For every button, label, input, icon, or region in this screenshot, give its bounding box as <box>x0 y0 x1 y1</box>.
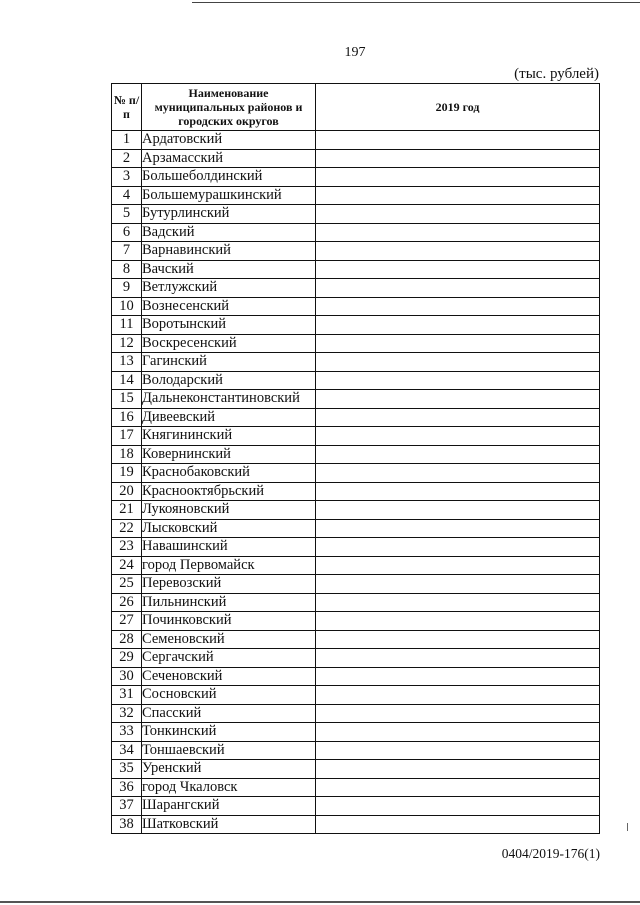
district-name: Спасский <box>142 704 316 723</box>
row-number: 21 <box>112 501 142 520</box>
district-name: Шатковский <box>142 815 316 834</box>
table-row <box>112 242 600 261</box>
district-name: Уренский <box>142 760 316 779</box>
district-name: Княгининский <box>142 427 316 446</box>
scan-mark <box>627 823 638 831</box>
value-2019-cell <box>316 723 600 742</box>
value-2019-cell <box>316 797 600 816</box>
table-row <box>112 760 600 779</box>
table-row <box>112 686 600 705</box>
row-number: 27 <box>112 612 142 631</box>
row-number: 2 <box>112 149 142 168</box>
district-name: Краснооктябрьский <box>142 482 316 501</box>
row-number: 24 <box>112 556 142 575</box>
value-2019-cell <box>316 186 600 205</box>
row-number: 28 <box>112 630 142 649</box>
district-name: Вадский <box>142 223 316 242</box>
value-2019-cell <box>316 149 600 168</box>
row-number: 26 <box>112 593 142 612</box>
row-number: 32 <box>112 704 142 723</box>
table-row <box>112 297 600 316</box>
page-number: 197 <box>344 45 366 60</box>
value-2019-cell <box>316 519 600 538</box>
value-2019-cell <box>316 612 600 631</box>
value-2019-cell <box>316 741 600 760</box>
value-2019-cell <box>316 242 600 261</box>
table-row <box>112 205 600 224</box>
row-number: 11 <box>112 316 142 335</box>
row-number: 19 <box>112 464 142 483</box>
district-name: Вознесенский <box>142 297 316 316</box>
district-name: Ветлужский <box>142 279 316 298</box>
table-row <box>112 353 600 372</box>
district-name: Починковский <box>142 612 316 631</box>
district-name: Лукояновский <box>142 501 316 520</box>
district-name: Сосновский <box>142 686 316 705</box>
value-2019-cell <box>316 593 600 612</box>
value-2019-cell <box>316 815 600 834</box>
district-name: Бутурлинский <box>142 205 316 224</box>
table-row <box>112 575 600 594</box>
district-name: Варнавинский <box>142 242 316 261</box>
table-row <box>112 482 600 501</box>
district-name: Володарский <box>142 371 316 390</box>
table-row <box>112 649 600 668</box>
district-name: Большемурашкинский <box>142 186 316 205</box>
value-2019-cell <box>316 390 600 409</box>
table-row <box>112 427 600 446</box>
table-row <box>112 334 600 353</box>
row-number: 3 <box>112 168 142 187</box>
header-number: № п/п <box>112 84 142 131</box>
table-row <box>112 223 600 242</box>
header-district-name: Наименование муниципальных районов и городских округов <box>142 84 316 131</box>
row-number: 22 <box>112 519 142 538</box>
district-name: Краснобаковский <box>142 464 316 483</box>
district-name: Навашинский <box>142 538 316 557</box>
row-number: 18 <box>112 445 142 464</box>
district-name: Пильнинский <box>142 593 316 612</box>
district-name: город Первомайск <box>142 556 316 575</box>
value-2019-cell <box>316 260 600 279</box>
document-code: 0404/2019-176(1) <box>501 846 600 861</box>
row-number: 7 <box>112 242 142 261</box>
table-row <box>112 371 600 390</box>
table-row <box>112 408 600 427</box>
value-2019-cell <box>316 778 600 797</box>
table-body <box>112 131 600 834</box>
row-number: 33 <box>112 723 142 742</box>
value-2019-cell <box>316 445 600 464</box>
row-number: 4 <box>112 186 142 205</box>
value-2019-cell <box>316 408 600 427</box>
table-row <box>112 630 600 649</box>
table-row <box>112 390 600 409</box>
table-row <box>112 612 600 631</box>
district-name: Дальнеконстантиновский <box>142 390 316 409</box>
row-number: 1 <box>112 131 142 150</box>
row-number: 23 <box>112 538 142 557</box>
row-number: 15 <box>112 390 142 409</box>
table-row <box>112 704 600 723</box>
district-name: Тонкинский <box>142 723 316 742</box>
table-row <box>112 279 600 298</box>
value-2019-cell <box>316 630 600 649</box>
value-2019-cell <box>316 353 600 372</box>
district-name: Семеновский <box>142 630 316 649</box>
scan-edge-bottom <box>0 901 640 903</box>
row-number: 34 <box>112 741 142 760</box>
table-row <box>112 538 600 557</box>
value-2019-cell <box>316 556 600 575</box>
district-name: Ардатовский <box>142 131 316 150</box>
district-name: Ковернинский <box>142 445 316 464</box>
table-row <box>112 519 600 538</box>
value-2019-cell <box>316 279 600 298</box>
row-number: 30 <box>112 667 142 686</box>
row-number: 13 <box>112 353 142 372</box>
value-2019-cell <box>316 297 600 316</box>
table-row <box>112 149 600 168</box>
value-2019-cell <box>316 131 600 150</box>
value-2019-cell <box>316 482 600 501</box>
table-row <box>112 445 600 464</box>
row-number: 37 <box>112 797 142 816</box>
header-year-2019: 2019 год <box>316 84 600 131</box>
row-number: 12 <box>112 334 142 353</box>
row-number: 35 <box>112 760 142 779</box>
units-label: (тыс. рублей) <box>514 66 599 82</box>
value-2019-cell <box>316 316 600 335</box>
value-2019-cell <box>316 464 600 483</box>
district-name: Воротынский <box>142 316 316 335</box>
value-2019-cell <box>316 575 600 594</box>
table-row <box>112 741 600 760</box>
district-name: Тоншаевский <box>142 741 316 760</box>
value-2019-cell <box>316 538 600 557</box>
districts-table <box>111 83 600 834</box>
table-row <box>112 556 600 575</box>
value-2019-cell <box>316 667 600 686</box>
row-number: 25 <box>112 575 142 594</box>
table-header-row <box>112 84 600 131</box>
district-name: город Чкаловск <box>142 778 316 797</box>
table-row <box>112 168 600 187</box>
district-name: Шарангский <box>142 797 316 816</box>
scan-edge-top <box>192 2 640 3</box>
row-number: 10 <box>112 297 142 316</box>
table-row <box>112 797 600 816</box>
table-row <box>112 778 600 797</box>
row-number: 38 <box>112 815 142 834</box>
value-2019-cell <box>316 371 600 390</box>
table-row <box>112 815 600 834</box>
row-number: 20 <box>112 482 142 501</box>
value-2019-cell <box>316 686 600 705</box>
table-row <box>112 593 600 612</box>
district-name: Вачский <box>142 260 316 279</box>
row-number: 29 <box>112 649 142 668</box>
table-row <box>112 186 600 205</box>
district-name: Лысковский <box>142 519 316 538</box>
row-number: 17 <box>112 427 142 446</box>
district-name: Арзамасский <box>142 149 316 168</box>
district-name: Гагинский <box>142 353 316 372</box>
row-number: 5 <box>112 205 142 224</box>
value-2019-cell <box>316 501 600 520</box>
district-name: Воскресенский <box>142 334 316 353</box>
value-2019-cell <box>316 704 600 723</box>
value-2019-cell <box>316 427 600 446</box>
table-row <box>112 131 600 150</box>
row-number: 36 <box>112 778 142 797</box>
value-2019-cell <box>316 168 600 187</box>
district-name: Сергачский <box>142 649 316 668</box>
row-number: 16 <box>112 408 142 427</box>
district-name: Перевозский <box>142 575 316 594</box>
row-number: 9 <box>112 279 142 298</box>
value-2019-cell <box>316 223 600 242</box>
district-name: Дивеевский <box>142 408 316 427</box>
table-row <box>112 260 600 279</box>
district-name: Сеченовский <box>142 667 316 686</box>
value-2019-cell <box>316 760 600 779</box>
table-row <box>112 723 600 742</box>
row-number: 14 <box>112 371 142 390</box>
value-2019-cell <box>316 649 600 668</box>
district-name: Большеболдинский <box>142 168 316 187</box>
table-row <box>112 464 600 483</box>
row-number: 31 <box>112 686 142 705</box>
table-row <box>112 667 600 686</box>
value-2019-cell <box>316 334 600 353</box>
row-number: 6 <box>112 223 142 242</box>
value-2019-cell <box>316 205 600 224</box>
table-row <box>112 501 600 520</box>
row-number: 8 <box>112 260 142 279</box>
table-row <box>112 316 600 335</box>
